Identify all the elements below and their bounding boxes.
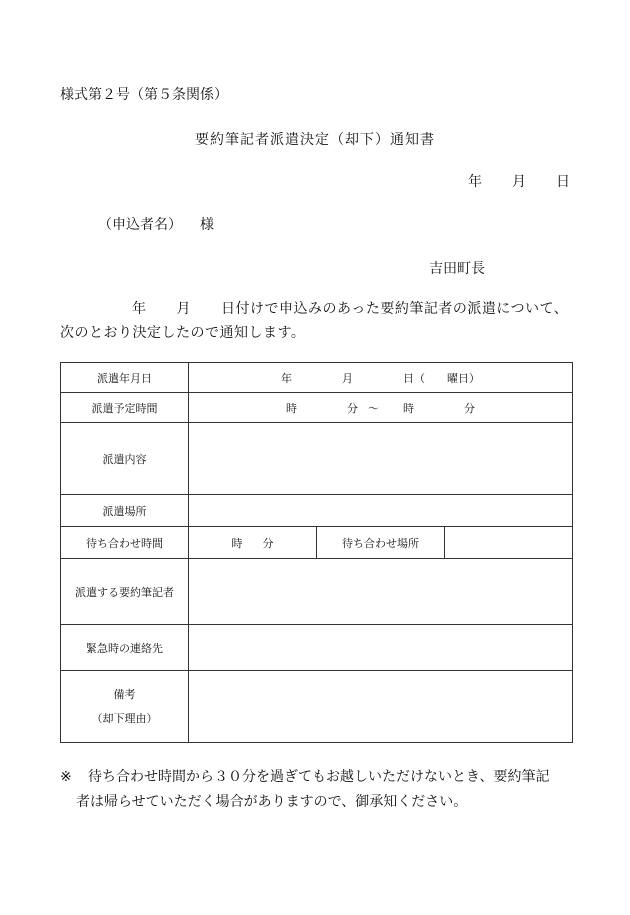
dispatch-date-month: 月 [342,371,353,385]
meeting-time-label: 待ち合わせ時間 [61,527,189,559]
time-hour-start: 時 [286,401,297,415]
dispatch-details-table [60,362,573,743]
emergency-contact-label: 緊急時の連絡先 [61,625,189,671]
table-row [61,393,573,423]
table-row [61,363,573,393]
body-line-1 [60,297,580,321]
dispatch-date-weekday: 曜日） [447,371,480,385]
note-mark: ※ [60,769,72,785]
emergency-contact-value [189,625,573,671]
body-line-1-rest: 日付けで申込みのあった要約筆記者の派遣について、 [221,301,569,317]
body-month: 月 [176,301,191,317]
issue-date-year: 年 [468,174,482,190]
dispatch-time-value [189,393,573,423]
time-min-start: 分 [347,401,358,415]
honorific: 様 [200,217,214,233]
table-row [61,495,573,527]
dispatch-time-label: 派遣予定時間 [61,393,189,423]
note-line-2: 者は帰らせていただく場合がありますので、御承知ください。 [76,794,468,810]
notice-body [60,297,580,345]
meeting-place-label: 待ち合わせ場所 [317,527,445,559]
addressee-line [98,214,214,234]
dispatch-date-year: 年 [281,371,292,385]
dispatch-date-value [189,363,573,393]
dispatch-date-day: 日（ [403,371,425,385]
table-row [61,559,573,625]
rejection-reason-label: （却下理由） [91,711,158,725]
time-range-tilde: ～ [368,401,379,415]
table-row [61,423,573,495]
body-year: 年 [132,301,147,317]
remarks-value [189,671,573,743]
time-min-end: 分 [464,401,475,415]
sender-name: 吉田町長 [429,261,485,277]
dispatch-content-value [189,423,573,495]
time-hour-end: 時 [403,401,414,415]
meeting-time-hour: 時 [231,536,243,550]
assigned-writer-value [189,559,573,625]
table-row [61,671,573,743]
dispatch-place-value [189,495,573,527]
dispatch-place-label: 派遣場所 [61,495,189,527]
meeting-time-value [189,527,317,559]
issue-date-line [468,171,570,191]
dispatch-date-label: 派遣年月日 [61,363,189,393]
applicant-name-placeholder: （申込者名） [98,217,182,233]
meeting-place-value [445,527,573,559]
footnote [60,765,580,815]
meeting-time-min: 分 [262,536,274,550]
table-row [61,625,573,671]
note-line-1: 待ち合わせ時間から３０分を過ぎてもお越しいただけないとき、要約筆記 [88,769,550,785]
remarks-title: 備考 [113,687,136,701]
issue-date-month: 月 [512,174,526,190]
document-title: 要約筆記者派遣決定（却下）通知書 [195,132,435,148]
form-number: 様式第２号（第５条関係） [60,87,228,103]
assigned-writer-label: 派遣する要約筆記者 [61,559,189,625]
dispatch-content-label: 派遣内容 [61,423,189,495]
remarks-label [61,671,189,743]
issue-date-day: 日 [556,174,570,190]
body-line-2: 次のとおり決定したので通知します。 [60,325,306,341]
table-row [61,527,573,559]
